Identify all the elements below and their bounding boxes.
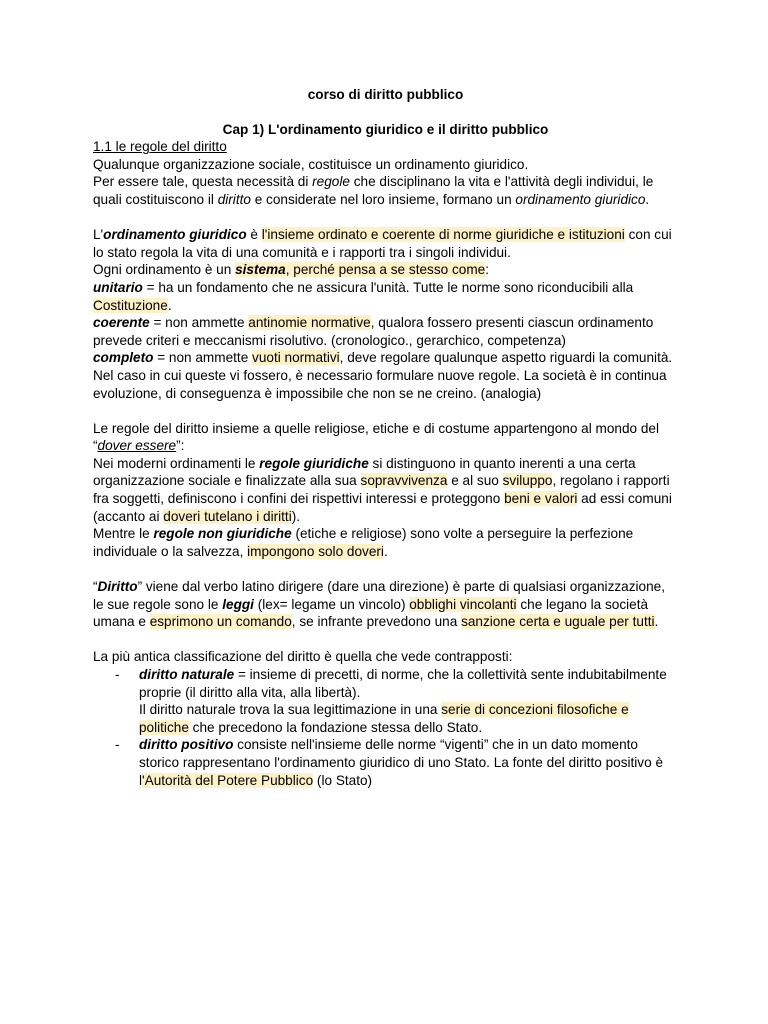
paragraph-diritto [93, 578, 678, 631]
classification-list [93, 666, 678, 789]
text: ” viene dal verbo latino dirigere (dare una direzione) è parte di qualsiasi organizzazione, le sue regole sono le [93, 579, 666, 612]
paragraph-intro [93, 156, 678, 209]
highlight: l'insieme ordinato e coerente di norme giuridiche e istituzioni [261, 227, 625, 243]
highlight [235, 262, 485, 277]
text: Il diritto naturale trova la sua legittimazione in una [139, 702, 442, 718]
highlight: doveri tutelano i diritti [163, 508, 292, 524]
text: = ha un fondamento che ne assicura l'unità. Tutte le norme sono riconducibili alla [142, 279, 634, 295]
paragraph-classificazione [93, 648, 678, 789]
text: . [383, 543, 388, 559]
text: , se infrante prevedono una [291, 614, 462, 630]
list-item [93, 666, 678, 736]
text: “ [93, 579, 98, 595]
dash-bullet: - [115, 737, 120, 753]
bold-term: unitario [93, 279, 143, 295]
text: , perché pensa a se stesso come [285, 262, 486, 278]
dash-bullet: - [115, 667, 120, 682]
text: ad essi comuni (accanto ai [93, 491, 672, 524]
paragraph-regole [93, 420, 678, 561]
bold-term: ordinamento giuridico [103, 227, 247, 243]
highlight: sviluppo [502, 473, 553, 489]
text: ). [291, 508, 301, 524]
text: Per essere tale, questa necessità di [93, 174, 313, 190]
text: (lex= legame un vincolo) [253, 596, 410, 612]
italic-underlined-term: dover essere [97, 438, 177, 454]
section-heading-text: 1.1 le regole del diritto [93, 139, 227, 155]
text: . [167, 297, 172, 313]
text: : [485, 262, 489, 278]
bold-term: regole giuridiche [259, 455, 369, 471]
highlight: impongono solo doveri [247, 543, 384, 559]
text: . [645, 191, 650, 207]
text: = insieme di precetti, di norme, che la collettività sente indubitabilmente proprie (il diritto alla vita, alla libertà). [139, 667, 667, 700]
text: e considerate nel loro insieme, formano un [250, 191, 516, 207]
highlight: serie di concezioni filosofiche e politiche [139, 702, 629, 735]
text: Mentre le [93, 526, 154, 542]
bold-term: leggi [222, 596, 254, 612]
text: Le regole del diritto insieme a quelle religiose, etiche e di costume appartengono al mondo del “ [93, 420, 660, 454]
italic-term: ordinamento giuridico [515, 191, 646, 207]
bold-term: sistema [235, 262, 286, 278]
bold-term: Diritto [97, 579, 138, 595]
text: che disciplinano la vita e l'attività degli individui, le quali costituiscono il [93, 174, 654, 207]
highlight: Costituzione [93, 297, 168, 313]
text: (lo Stato) [313, 772, 373, 788]
text: Qualunque organizzazione sociale, costituisce un ordinamento giuridico. [93, 156, 529, 172]
text: si distinguono in quanto inerenti a una certa organizzazione sociale e finalizzate alla sua [93, 455, 636, 489]
highlight: 'Autorità del Potere Pubblico [142, 772, 314, 788]
spacer [93, 560, 678, 578]
text: , deve regolare qualunque aspetto riguardi la comunità. [339, 350, 673, 366]
bold-term: coerente [93, 315, 150, 331]
highlight: vuoti normativi [252, 350, 340, 366]
text: . [654, 614, 659, 630]
text: Nel caso in cui queste vi fossero, è necessario formulare nuove regole. La società è in continua evoluzione, di conseguenza è impossibile che non se ne creino. (analogia) [93, 367, 667, 401]
highlight: antinomie normative [248, 315, 371, 331]
text: e al suo [447, 473, 503, 489]
bold-term: regole non giuridiche [153, 526, 292, 542]
italic-term: regole [312, 174, 350, 190]
paragraph-ordinamento [93, 226, 678, 402]
highlight: sanzione certa e uguale per tutti [461, 614, 655, 630]
text: che precedono la fondazione stessa dello Stato. [188, 719, 483, 735]
text: che legano la società umana e [93, 596, 649, 630]
spacer [93, 402, 678, 420]
text: = non ammette [153, 350, 253, 366]
list-item [93, 736, 678, 789]
text: è [246, 227, 262, 243]
text: Nei moderni ordinamenti le [93, 455, 260, 471]
text: Ogni ordinamento è un [93, 262, 236, 278]
spacer [93, 631, 678, 649]
text: consiste nell'insieme delle norme “vigenti” che in un dato momento storico rappresentano l'ordinamento giuridico di uno Stato. La fonte del diritto positivo è l [139, 737, 664, 788]
text: , regolano i rapporti fra soggetti, definiscono i confini dei rispettivi interessi e proteggono [93, 473, 670, 507]
text: La più antica classificazione del diritto è quella che vede contrapposti: [93, 649, 513, 665]
highlight: esprimono un comando [149, 614, 292, 630]
highlight: obblighi vincolanti [409, 596, 517, 612]
bold-term: diritto positivo [139, 737, 234, 753]
chapter-title: Cap 1) L'ordinamento giuridico e il diritto pubblico [222, 121, 549, 137]
text: , qualora fossero presenti ciascun ordinamento prevede criteri e meccanismi risolutivo. (cronologico., gerarchico, competenza) [93, 315, 654, 348]
bold-term: diritto naturale [139, 667, 235, 682]
text: ”: [176, 438, 185, 454]
text: con cui lo stato regola la vita di una comunità e i rapporti tra i singoli individui. [93, 227, 672, 260]
text: L' [93, 227, 104, 243]
text: (etiche e religiose) sono volte a perseguire la perfezione individuale o la salvezza, [93, 526, 634, 559]
bold-term: completo [93, 350, 154, 366]
document-title: corso di diritto pubblico [307, 87, 464, 102]
section-heading [93, 138, 678, 156]
highlight: beni e valori [504, 491, 578, 507]
text: = non ammette [149, 315, 249, 331]
spacer [93, 209, 678, 227]
italic-term: diritto [217, 191, 251, 207]
highlight: sopravvivenza [360, 473, 448, 489]
